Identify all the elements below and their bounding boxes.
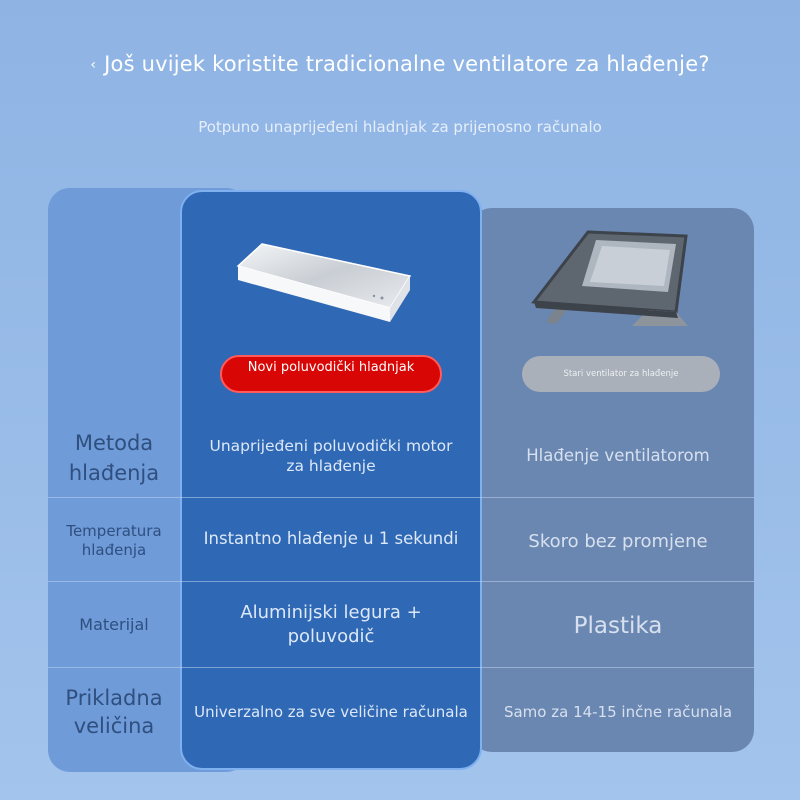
old-suitable-size: Samo za 14-15 inčne računala bbox=[503, 703, 733, 721]
old-product-button[interactable]: Stari ventilator za hlađenje bbox=[522, 356, 720, 392]
row-label-suitable-size: Prikladna veličina bbox=[65, 686, 163, 738]
page-subtitle: Potpuno unaprijeđeni hladnjak za prijenosno računalo bbox=[198, 118, 602, 136]
new-cooling-method: Unaprijeđeni poluvodički motor za hlađenje bbox=[209, 437, 453, 475]
row-label-cooling-temperature: Temperatura hlađenja bbox=[66, 522, 162, 559]
old-cooling-temperature: Skoro bez promjene bbox=[528, 531, 708, 552]
page-title bbox=[0, 52, 800, 76]
row-label-cooling-method: Metoda hlađenja bbox=[68, 431, 160, 485]
row-divider bbox=[48, 581, 754, 582]
new-product-button[interactable]: Novi poluvodički hladnjak bbox=[220, 355, 442, 393]
cooling-pad-icon bbox=[232, 238, 416, 334]
new-suitable-size: Univerzalno za sve veličine računala bbox=[194, 703, 468, 721]
new-material: Aluminijski legura + poluvodič bbox=[240, 602, 422, 647]
row-divider bbox=[48, 497, 754, 498]
old-material: Plastika bbox=[573, 613, 663, 639]
row-label-material: Materijal bbox=[79, 615, 149, 634]
page-title-text: Još uvijek koristite tradicionalne ventilatore za hlađenje? bbox=[104, 52, 710, 76]
new-cooling-temperature: Instantno hlađenje u 1 sekundi bbox=[203, 529, 459, 548]
old-cooling-method: Hlađenje ventilatorom bbox=[526, 446, 710, 465]
chevron-left-icon: ‹ bbox=[90, 57, 97, 73]
laptop-stand-fan-icon bbox=[528, 226, 704, 330]
row-divider bbox=[48, 667, 754, 668]
